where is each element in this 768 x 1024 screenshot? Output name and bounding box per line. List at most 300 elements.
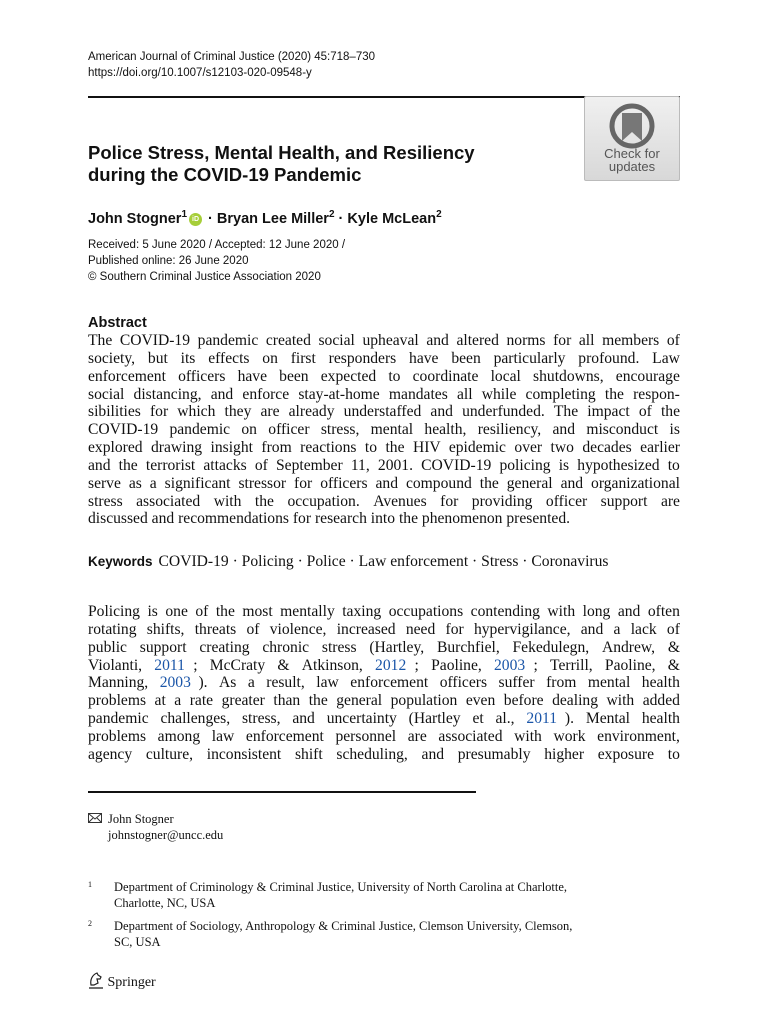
word: attacks	[203, 456, 251, 474]
word: distancing,	[133, 385, 206, 403]
word: have	[237, 367, 271, 385]
word: enforcement	[245, 727, 328, 745]
separator: ·	[208, 210, 213, 227]
text-line	[88, 368, 680, 386]
word: threats	[194, 620, 241, 638]
word: even	[465, 692, 500, 710]
text-line	[88, 332, 680, 350]
word: mental	[587, 674, 635, 692]
text-line	[88, 421, 680, 439]
word: with	[213, 492, 246, 510]
text-line	[88, 692, 680, 710]
author-name[interactable]: Kyle McLean	[347, 210, 437, 227]
word: policing	[499, 456, 555, 474]
word: a	[174, 692, 186, 710]
word: shifts,	[146, 620, 189, 638]
word: are	[660, 492, 680, 510]
text-line	[88, 457, 680, 475]
word: norms	[506, 332, 550, 349]
citation-link[interactable]: 2003	[159, 674, 191, 692]
word: already	[288, 403, 339, 421]
word: stress	[88, 492, 127, 510]
word: on	[262, 349, 282, 367]
word: scheduling,	[336, 745, 412, 763]
citation-link[interactable]: 2003	[493, 656, 526, 674]
text-line	[88, 439, 680, 457]
word: the	[385, 439, 409, 457]
word: explored	[88, 439, 147, 457]
word: the	[308, 692, 332, 710]
word: occupation.	[287, 492, 364, 510]
word: suffer	[498, 674, 539, 692]
author-affil-sup: 2	[328, 209, 335, 220]
word: particularly	[493, 349, 570, 367]
word: exposure	[597, 745, 658, 763]
word: pandemic	[169, 421, 234, 439]
word: with	[547, 603, 580, 620]
word: rotating	[88, 620, 141, 638]
word: and	[426, 332, 453, 349]
word: Mental	[585, 710, 634, 728]
copyright: © Southern Criminal Justice Association 2020	[88, 271, 321, 283]
word: reactions	[300, 439, 361, 457]
springer-horse-icon	[88, 971, 104, 989]
word: of	[638, 403, 656, 421]
text-line	[88, 510, 680, 528]
word: the	[118, 456, 142, 474]
word: and	[580, 620, 608, 638]
word: research	[314, 510, 371, 528]
affiliation-2	[88, 918, 688, 950]
word: respon-	[633, 385, 680, 403]
word: phenomenon	[421, 510, 507, 528]
word: are	[260, 403, 284, 421]
word: serve	[88, 474, 125, 492]
word: taxing	[342, 603, 386, 620]
word: recommendations	[178, 510, 293, 528]
word: stress	[321, 638, 361, 656]
word: on	[241, 421, 261, 439]
badge-line1: Check for	[604, 146, 660, 161]
text-line	[88, 674, 680, 692]
word: effects	[208, 349, 254, 367]
word: The	[553, 403, 583, 421]
word: altered	[456, 332, 503, 349]
word: environment,	[597, 727, 680, 745]
word: officers	[439, 674, 491, 692]
word: support	[600, 492, 652, 510]
word: (Hartley	[408, 710, 465, 728]
word: often	[647, 603, 680, 620]
word: 11,	[350, 456, 374, 474]
word: of	[195, 603, 213, 620]
word: ;	[533, 656, 542, 674]
word: general	[336, 692, 387, 710]
word: ).	[198, 674, 212, 692]
word: associated	[438, 727, 507, 745]
word: epidemic	[448, 439, 510, 457]
abstract-heading: Abstract	[88, 315, 147, 331]
word: long	[582, 603, 615, 620]
word: presented.	[506, 510, 571, 528]
word: drawing	[151, 439, 206, 457]
check-for-updates-button[interactable]	[584, 96, 680, 181]
word: COVID-19	[88, 421, 163, 439]
affil-line: Charlotte, NC, USA	[114, 896, 216, 910]
word: for	[294, 474, 317, 492]
word: support	[139, 638, 191, 656]
word: Law	[652, 349, 680, 367]
word: with	[606, 692, 639, 710]
word: Andrew,	[601, 638, 659, 656]
word: to	[667, 456, 680, 474]
citation-link[interactable]: 2012	[375, 656, 407, 674]
word: (Hartley,	[369, 638, 429, 656]
doi-link[interactable]: https://doi.org/10.1007/s12103-020-09548-y	[88, 67, 312, 79]
word: work	[553, 727, 590, 745]
word: health	[641, 710, 680, 728]
word: enforcement	[88, 367, 170, 385]
word: population	[390, 692, 462, 710]
affiliation-1	[88, 879, 688, 911]
word: responders	[328, 349, 401, 367]
word: one	[165, 603, 192, 620]
word: hypothesized	[577, 456, 664, 474]
word: As	[219, 674, 241, 692]
word: as	[128, 474, 146, 492]
word: compound	[405, 474, 476, 492]
author-affil-sup: 2	[436, 209, 442, 220]
word: society,	[88, 349, 139, 367]
affil-line: Department of Criminology & Criminal Justice, University of North Carolina at Charlotte,	[114, 880, 568, 894]
word: expected	[320, 367, 381, 385]
title-line2: during the COVID-19 Pandemic	[88, 164, 362, 185]
word: than	[273, 692, 305, 710]
word: the	[254, 492, 278, 510]
word: to	[364, 439, 381, 457]
word: while	[481, 385, 521, 403]
word: from	[261, 439, 296, 457]
word: &	[277, 656, 294, 674]
word: social	[88, 385, 129, 403]
word: ).	[564, 710, 578, 728]
word: al.,	[495, 710, 519, 728]
word: presumably	[457, 745, 535, 763]
word: ;	[414, 656, 423, 674]
text-line	[88, 475, 680, 493]
word: enforcement	[350, 674, 433, 692]
word: a	[149, 474, 161, 492]
word: at	[154, 692, 170, 710]
word: McCraty	[209, 656, 270, 674]
word: stressor	[238, 474, 290, 492]
word: Avenues	[373, 492, 431, 510]
word: law	[316, 674, 343, 692]
word: greater	[221, 692, 269, 710]
citation-link[interactable]: 2011	[154, 656, 185, 674]
text-line	[88, 639, 680, 657]
word: officer	[545, 492, 592, 510]
word: organizational	[591, 474, 680, 492]
word: and	[88, 456, 115, 474]
word: and	[375, 474, 402, 492]
word: terrorist	[145, 456, 200, 474]
word: a	[613, 620, 625, 638]
word: with	[514, 727, 546, 745]
word: the	[398, 510, 422, 528]
word: decades	[582, 439, 636, 457]
word: shift	[294, 745, 327, 763]
word: to	[388, 367, 405, 385]
word: of	[666, 620, 680, 638]
word: increased	[336, 620, 400, 638]
word: into	[370, 510, 399, 528]
word: Manning,	[88, 674, 153, 692]
word: completing	[525, 385, 600, 403]
text-line	[88, 493, 680, 511]
keywords-list: COVID-19 · Policing · Police · Law enforcement · Stress · Coronavirus	[158, 553, 609, 570]
word: impact	[587, 403, 634, 421]
word: and	[560, 474, 587, 492]
word: first	[290, 349, 320, 367]
word: lack	[630, 620, 661, 638]
word: members	[602, 332, 664, 349]
text-line	[88, 603, 680, 621]
word: and	[617, 603, 645, 620]
word: for	[440, 492, 463, 510]
word: over	[514, 439, 547, 457]
word: and	[292, 710, 319, 728]
word: general	[506, 474, 557, 492]
word: pandemic	[197, 332, 263, 349]
publisher-name: Springer	[107, 975, 156, 990]
word: and	[210, 385, 238, 403]
word: insight	[210, 439, 257, 457]
word: et	[472, 710, 488, 728]
word: Paoline,	[431, 656, 486, 674]
word: the	[604, 385, 628, 403]
word: uncertainty	[326, 710, 401, 728]
word: but	[147, 349, 172, 367]
word: all	[578, 332, 599, 349]
word: from	[546, 674, 581, 692]
word: COVID-19	[119, 332, 194, 349]
affil-line: SC, USA	[114, 935, 161, 949]
word: coordinate	[412, 367, 483, 385]
word: associated	[136, 492, 205, 510]
word: providing	[471, 492, 537, 510]
received-accepted: Received: 5 June 2020 / Accepted: 12 June 2020 /	[88, 239, 346, 251]
contact-name: John Stogner	[108, 812, 174, 826]
word: significant	[164, 474, 235, 492]
word: local	[490, 367, 525, 385]
word: the	[215, 603, 239, 620]
word: officers	[178, 367, 230, 385]
word: mandates	[388, 385, 452, 403]
affil-num: 1	[88, 880, 92, 889]
word: ;	[193, 656, 202, 674]
article-title	[88, 142, 475, 186]
word: for	[149, 403, 173, 421]
word: Policing	[88, 603, 144, 620]
word: the	[479, 474, 503, 492]
word: rate	[189, 692, 217, 710]
word: officer	[268, 421, 314, 439]
word: of	[246, 620, 264, 638]
word: before	[503, 692, 548, 710]
word: profound.	[578, 349, 644, 367]
envelope-icon	[88, 813, 102, 823]
word: agency	[88, 745, 137, 763]
word: of	[666, 332, 680, 349]
word: for	[292, 510, 315, 528]
word: hypervigilance,	[473, 620, 575, 638]
word: social	[318, 332, 359, 349]
word: officers	[320, 474, 372, 492]
word: mental	[370, 421, 418, 439]
word: resiliency,	[477, 421, 546, 439]
word: stay-at-home	[298, 385, 384, 403]
text-line	[88, 746, 680, 764]
word: created	[265, 332, 315, 349]
word: result,	[266, 674, 309, 692]
author-list	[88, 209, 442, 227]
word: stress,	[320, 421, 364, 439]
word: sibilities	[88, 403, 145, 421]
word: which	[177, 403, 220, 421]
word: and	[552, 421, 579, 439]
journal-header	[88, 49, 375, 81]
text-line	[88, 728, 680, 746]
word: Paoline,	[604, 656, 660, 674]
word: Terrill,	[550, 656, 597, 674]
word: and	[421, 745, 448, 763]
word: is	[558, 456, 574, 474]
word: &	[667, 638, 680, 656]
affil-line: Department of Sociology, Anthropology & Criminal Justice, Clemson University, Clemson,	[114, 919, 573, 933]
word: HIV	[412, 439, 445, 457]
affil-num: 2	[88, 919, 92, 928]
word: health,	[424, 421, 471, 439]
word: discussed	[88, 510, 152, 528]
journal-citation: American Journal of Criminal Justice (2020) 45:718–730	[88, 51, 376, 63]
word: problems	[88, 727, 150, 745]
text-line	[88, 621, 680, 639]
text-line	[88, 350, 680, 368]
abstract-text	[88, 332, 680, 528]
word: are	[407, 727, 431, 745]
keywords-label: Keywords	[88, 554, 153, 569]
word: enforce	[242, 385, 294, 403]
word: dealing	[552, 692, 602, 710]
word: misconduct	[586, 421, 663, 439]
text-line	[88, 386, 680, 404]
word: 2001.	[377, 456, 417, 474]
word: chronic	[262, 638, 313, 656]
word: is	[147, 603, 162, 620]
word: COVID-19	[421, 456, 496, 474]
author-name[interactable]: Bryan Lee Miller	[216, 210, 329, 227]
word: upheaval	[362, 332, 423, 349]
word: higher	[544, 745, 588, 763]
word: been	[451, 349, 485, 367]
word: added	[642, 692, 680, 710]
contact-email[interactable]: johnstogner@uncc.edu	[108, 828, 224, 842]
word: &	[667, 656, 680, 674]
orcid-icon[interactable]: iD	[189, 213, 202, 226]
word: among	[157, 727, 205, 745]
word: its	[180, 349, 200, 367]
word: need	[405, 620, 440, 638]
word: Fekedulegn,	[512, 638, 594, 656]
word: and	[430, 403, 457, 421]
word: to	[667, 745, 680, 763]
published-online: Published online: 26 June 2020	[88, 255, 249, 267]
text-line	[88, 657, 680, 675]
word: understaffed	[343, 403, 426, 421]
word: Violanti,	[88, 656, 146, 674]
word: two	[550, 439, 578, 457]
word: most	[242, 603, 277, 620]
publication-dates	[88, 237, 345, 285]
word: occupations	[388, 603, 468, 620]
word: The	[88, 332, 117, 349]
text-line	[88, 403, 680, 421]
footnote-rule	[88, 791, 476, 793]
word: is	[669, 421, 680, 439]
word: Burchfiel,	[436, 638, 504, 656]
word: all	[456, 385, 477, 403]
word: for	[445, 620, 468, 638]
author-name[interactable]: John Stogner	[88, 210, 182, 227]
word: contending	[470, 603, 544, 620]
word: of	[254, 456, 272, 474]
word: mentally	[280, 603, 339, 620]
word: encourage	[615, 367, 680, 385]
word: challenges,	[160, 710, 235, 728]
word: stress,	[241, 710, 285, 728]
word: they	[224, 403, 256, 421]
word: shutdowns,	[533, 367, 608, 385]
body-paragraph	[88, 603, 680, 764]
word: law	[211, 727, 239, 745]
word: have	[409, 349, 443, 367]
word: for	[553, 332, 576, 349]
citation-link[interactable]: 2011	[526, 710, 557, 728]
keywords	[88, 553, 608, 571]
word: creating	[199, 638, 254, 656]
text-line	[88, 710, 680, 728]
title-line1: Police Stress, Mental Health, and Resiliency	[88, 142, 475, 163]
word: public	[88, 638, 131, 656]
contact-block	[88, 811, 223, 843]
word: pandemic	[88, 710, 153, 728]
word: and	[151, 510, 179, 528]
word: personnel	[335, 727, 400, 745]
badge-line2: updates	[608, 159, 656, 174]
word: the	[660, 403, 680, 421]
word: a	[247, 674, 259, 692]
word: inconsistent	[206, 745, 286, 763]
word: violence,	[269, 620, 331, 638]
word: earlier	[640, 439, 680, 457]
publisher-logo	[88, 971, 156, 991]
check-updates-icon	[607, 101, 657, 151]
word: problems	[88, 692, 150, 710]
author-affil-sup: 1	[181, 209, 188, 220]
word: September	[275, 456, 347, 474]
word: Atkinson,	[301, 656, 367, 674]
